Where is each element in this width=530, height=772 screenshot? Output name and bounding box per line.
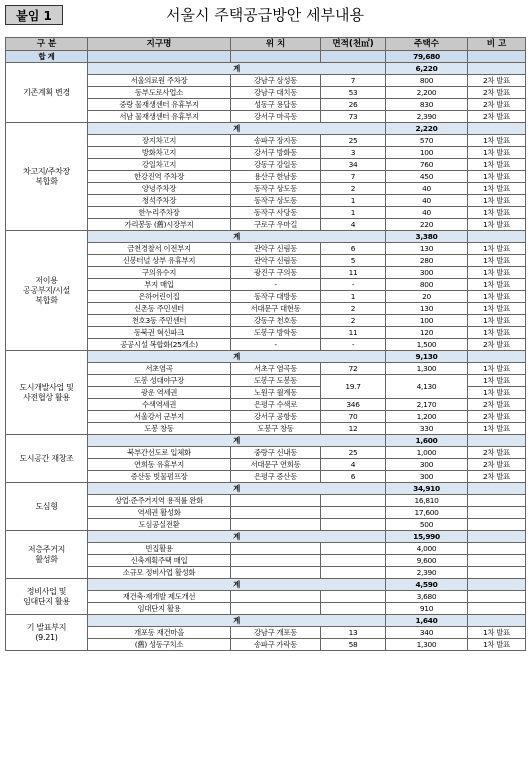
unit-count: 120 <box>386 327 468 339</box>
location: 관악구 신림동 <box>231 243 321 255</box>
subtotal-label: 계 <box>88 63 386 75</box>
area-value <box>321 543 386 555</box>
district-name: 공공시설 복합화(25개소) <box>88 339 231 351</box>
area-value <box>321 603 386 615</box>
remark: 2차 발표 <box>468 339 526 351</box>
remark <box>468 567 526 579</box>
location: 강남구 삼성동 <box>231 75 321 87</box>
area-value: 1 <box>321 207 386 219</box>
district-name: 증산동 빗물펌프장 <box>88 471 231 483</box>
remark: 2차 발표 <box>468 99 526 111</box>
area-value: 73 <box>321 111 386 123</box>
table-header-row <box>6 38 526 51</box>
remark: 1차 발표 <box>468 255 526 267</box>
location: 강동구 강일동 <box>231 159 321 171</box>
location: 강동구 천호동 <box>231 315 321 327</box>
district-name: 신촌동 주민센터 <box>88 303 231 315</box>
unit-count: 300 <box>386 471 468 483</box>
unit-count: 220 <box>386 219 468 231</box>
remark: 2차 발표 <box>468 411 526 423</box>
column-header-district: 지구명 <box>88 38 231 51</box>
group-subtotal-row <box>6 435 526 447</box>
unit-count: 130 <box>386 303 468 315</box>
remark: 1차 발표 <box>468 327 526 339</box>
area-value <box>321 519 386 531</box>
district-name: 서남 물재생센터 유휴부지 <box>88 111 231 123</box>
area-value <box>321 555 386 567</box>
district-name: 개포동 재건마을 <box>88 627 231 639</box>
group-subtotal-row <box>6 531 526 543</box>
subtotal-label: 계 <box>88 531 386 543</box>
subtotal-value: 1,600 <box>386 435 468 447</box>
category-label: 저이용 공공부지/시설 복합화 <box>6 231 88 351</box>
district-name: 한강진역 주차장 <box>88 171 231 183</box>
remark: 1차 발표 <box>468 195 526 207</box>
remark: 2차 발표 <box>468 87 526 99</box>
district-name: 소규모 정비사업 활성화 <box>88 567 231 579</box>
group-subtotal-row <box>6 351 526 363</box>
area-value: 70 <box>321 411 386 423</box>
document-title: 서울시 주택공급방안 세부내용 <box>166 6 364 24</box>
remark: 1차 발표 <box>468 279 526 291</box>
unit-count: 40 <box>386 183 468 195</box>
area-value: 3 <box>321 147 386 159</box>
remark: 2차 발표 <box>468 447 526 459</box>
location: 동작구 사당동 <box>231 207 321 219</box>
group-subtotal-row <box>6 63 526 75</box>
district-name: 도봉 성대야구장 <box>88 375 231 387</box>
remark: 1차 발표 <box>468 171 526 183</box>
location: 강남구 개포동 <box>231 627 321 639</box>
column-header-category: 구 분 <box>6 38 88 51</box>
subtotal-label: 계 <box>88 435 386 447</box>
location: 노원구 월계동 <box>231 387 321 399</box>
group-subtotal-row <box>6 483 526 495</box>
subtotal-value: 6,220 <box>386 63 468 75</box>
unit-count: 20 <box>386 291 468 303</box>
location: 서초구 염곡동 <box>231 363 321 375</box>
remark: 1차 발표 <box>468 183 526 195</box>
district-name: 신봉터널 상부 유휴부지 <box>88 255 231 267</box>
location <box>231 555 321 567</box>
area-value: 11 <box>321 267 386 279</box>
location: 서대문구 연희동 <box>231 459 321 471</box>
district-name: 도심공실전환 <box>88 519 231 531</box>
remark: 2차 발표 <box>468 459 526 471</box>
remark: 1차 발표 <box>468 219 526 231</box>
area-value: 12 <box>321 423 386 435</box>
district-name: 은하어린이집 <box>88 291 231 303</box>
area-value: 2 <box>321 315 386 327</box>
category-label: 저층주거지 활성화 <box>6 531 88 579</box>
area-value: 6 <box>321 471 386 483</box>
district-name: 신축계획주택 매입 <box>88 555 231 567</box>
unit-count: 330 <box>386 423 468 435</box>
unit-count: 1,200 <box>386 411 468 423</box>
district-name: 동부도로사업소 <box>88 87 231 99</box>
remark: 2차 발표 <box>468 471 526 483</box>
area-value: 19.7 <box>321 375 386 399</box>
unit-count: 100 <box>386 315 468 327</box>
location: 동작구 상도동 <box>231 183 321 195</box>
subtotal-value: 2,220 <box>386 123 468 135</box>
location: 송파구 가락동 <box>231 639 321 651</box>
remark: 1차 발표 <box>468 267 526 279</box>
unit-count: 910 <box>386 603 468 615</box>
location: 서대문구 대현동 <box>231 303 321 315</box>
area-value: 4 <box>321 459 386 471</box>
area-value: 2 <box>321 303 386 315</box>
district-name: 임대단지 활용 <box>88 603 231 615</box>
subtotal-label: 계 <box>88 231 386 243</box>
unit-count: 17,600 <box>386 507 468 519</box>
remark <box>468 603 526 615</box>
unit-count: 450 <box>386 171 468 183</box>
group-subtotal-row <box>6 579 526 591</box>
district-name: 부지 매입 <box>88 279 231 291</box>
location: 성동구 용답동 <box>231 99 321 111</box>
district-name: 청석주차장 <box>88 195 231 207</box>
area-value: 58 <box>321 639 386 651</box>
unit-count: 830 <box>386 99 468 111</box>
district-name: 금천경찰서 이전부지 <box>88 243 231 255</box>
location: 동작구 상도동 <box>231 195 321 207</box>
location: 용산구 한남동 <box>231 171 321 183</box>
area-value: 2 <box>321 183 386 195</box>
remark <box>468 543 526 555</box>
unit-count: 340 <box>386 627 468 639</box>
category-label: 정비사업 및 임대단지 활용 <box>6 579 88 615</box>
district-name: (舊) 성동구치소 <box>88 639 231 651</box>
location: 강서구 마곡동 <box>231 111 321 123</box>
subtotal-value: 4,590 <box>386 579 468 591</box>
location: 도봉구 도봉동 <box>231 375 321 387</box>
group-subtotal-row <box>6 615 526 627</box>
district-name: 한누리주차장 <box>88 207 231 219</box>
remark: 1차 발표 <box>468 135 526 147</box>
location <box>231 567 321 579</box>
area-value: 34 <box>321 159 386 171</box>
remark <box>468 519 526 531</box>
remark: 1차 발표 <box>468 387 526 399</box>
location: 강서구 방화동 <box>231 147 321 159</box>
location: 동작구 대방동 <box>231 291 321 303</box>
district-name: 가리봉동 (舊)시장부지 <box>88 219 231 231</box>
location: 도봉구 방학동 <box>231 327 321 339</box>
unit-count: 800 <box>386 75 468 87</box>
grand-total-label: 합 계 <box>6 51 88 63</box>
district-name: 재건축·재개발 제도개선 <box>88 591 231 603</box>
remark: 1차 발표 <box>468 639 526 651</box>
subtotal-label: 계 <box>88 351 386 363</box>
district-name: 구의유수지 <box>88 267 231 279</box>
subtotal-label: 계 <box>88 579 386 591</box>
unit-count: 16,810 <box>386 495 468 507</box>
unit-count: 500 <box>386 519 468 531</box>
district-name: 서초염곡 <box>88 363 231 375</box>
remark: 1차 발표 <box>468 159 526 171</box>
district-name: 빈집활용 <box>88 543 231 555</box>
grand-total-row <box>6 51 526 63</box>
district-name: 수색역세권 <box>88 399 231 411</box>
subtotal-label: 계 <box>88 483 386 495</box>
unit-count: 130 <box>386 243 468 255</box>
district-name: 방화차고지 <box>88 147 231 159</box>
district-name: 천호3동 주민센터 <box>88 315 231 327</box>
document-header <box>0 0 530 28</box>
unit-count: 1,500 <box>386 339 468 351</box>
district-name: 상업·준주거지역 용적률 완화 <box>88 495 231 507</box>
category-label: 기존계획 변경 <box>6 63 88 123</box>
group-subtotal-row <box>6 123 526 135</box>
area-value: - <box>321 279 386 291</box>
area-value: 7 <box>321 171 386 183</box>
remark: 1차 발표 <box>468 291 526 303</box>
area-value: 25 <box>321 447 386 459</box>
unit-count: 4,000 <box>386 543 468 555</box>
unit-count: 280 <box>386 255 468 267</box>
column-header-area: 면적(천㎡) <box>321 38 386 51</box>
unit-count: 1,300 <box>386 639 468 651</box>
category-label: 차고지/주차장 복합화 <box>6 123 88 231</box>
category-label: 기 발표부지 (9.21) <box>6 615 88 651</box>
area-value: 6 <box>321 243 386 255</box>
unit-count: 2,390 <box>386 111 468 123</box>
attachment-badge: 붙임 1 <box>5 5 63 25</box>
subtotal-value: 3,380 <box>386 231 468 243</box>
housing-supply-table <box>5 37 526 651</box>
location: 광진구 구의동 <box>231 267 321 279</box>
remark: 1차 발표 <box>468 303 526 315</box>
district-name: 중랑 물재생센터 유휴부지 <box>88 99 231 111</box>
category-label: 도시개발사업 및 사전협상 활용 <box>6 351 88 435</box>
district-name: 역세권 활성화 <box>88 507 231 519</box>
area-value: 25 <box>321 135 386 147</box>
unit-count: 100 <box>386 147 468 159</box>
remark: 2차 발표 <box>468 399 526 411</box>
unit-count: 2,170 <box>386 399 468 411</box>
district-name: 서울강서 군부지 <box>88 411 231 423</box>
table-body <box>6 51 526 651</box>
location <box>231 507 321 519</box>
location: - <box>231 339 321 351</box>
unit-count: 3,680 <box>386 591 468 603</box>
unit-count: 300 <box>386 459 468 471</box>
remark <box>468 507 526 519</box>
district-name: 강일차고지 <box>88 159 231 171</box>
remark: 1차 발표 <box>468 207 526 219</box>
area-value <box>321 507 386 519</box>
location: 강서구 공항동 <box>231 411 321 423</box>
district-name: 서울의료원 주차장 <box>88 75 231 87</box>
location: 관악구 신림동 <box>231 255 321 267</box>
district-name: 장지차고지 <box>88 135 231 147</box>
area-value: 72 <box>321 363 386 375</box>
unit-count: 2,200 <box>386 87 468 99</box>
area-value: 5 <box>321 255 386 267</box>
location <box>231 603 321 615</box>
area-value: 1 <box>321 195 386 207</box>
location: 송파구 장지동 <box>231 135 321 147</box>
area-value: 13 <box>321 627 386 639</box>
district-name: 북부간선도로 입체화 <box>88 447 231 459</box>
area-value <box>321 495 386 507</box>
district-name: 연희동 유휴부지 <box>88 459 231 471</box>
area-value: 4 <box>321 219 386 231</box>
unit-count: 9,600 <box>386 555 468 567</box>
location: 은평구 수색로 <box>231 399 321 411</box>
unit-count: 800 <box>386 279 468 291</box>
area-value <box>321 591 386 603</box>
unit-count: 1,300 <box>386 363 468 375</box>
location <box>231 519 321 531</box>
category-label: 도심형 <box>6 483 88 531</box>
area-value: 11 <box>321 327 386 339</box>
group-subtotal-row <box>6 231 526 243</box>
subtotal-value: 9,130 <box>386 351 468 363</box>
column-header-remarks: 비 고 <box>468 38 526 51</box>
location <box>231 495 321 507</box>
column-header-location: 위 치 <box>231 38 321 51</box>
subtotal-value: 34,910 <box>386 483 468 495</box>
remark <box>468 591 526 603</box>
grand-total-value: 79,680 <box>386 51 468 63</box>
district-name: 동북권 혁신파크 <box>88 327 231 339</box>
district-name: 양녕주차장 <box>88 183 231 195</box>
remark <box>468 555 526 567</box>
column-header-units: 주택수 <box>386 38 468 51</box>
location: 중랑구 신내동 <box>231 447 321 459</box>
area-value: 7 <box>321 75 386 87</box>
area-value: - <box>321 339 386 351</box>
location <box>231 591 321 603</box>
remark: 1차 발표 <box>468 375 526 387</box>
category-label: 도시공간 재창조 <box>6 435 88 483</box>
district-name: 도봉 창동 <box>88 423 231 435</box>
remark: 2차 발표 <box>468 111 526 123</box>
unit-count: 570 <box>386 135 468 147</box>
remark: 2차 발표 <box>468 75 526 87</box>
unit-count: 2,390 <box>386 567 468 579</box>
remark: 1차 발표 <box>468 423 526 435</box>
unit-count: 300 <box>386 267 468 279</box>
subtotal-label: 계 <box>88 123 386 135</box>
remark: 1차 발표 <box>468 363 526 375</box>
remark: 1차 발표 <box>468 243 526 255</box>
area-value: 53 <box>321 87 386 99</box>
remark: 1차 발표 <box>468 315 526 327</box>
area-value: 26 <box>321 99 386 111</box>
area-value: 346 <box>321 399 386 411</box>
area-value <box>321 567 386 579</box>
location <box>231 543 321 555</box>
location: 도봉구 창동 <box>231 423 321 435</box>
subtotal-label: 계 <box>88 615 386 627</box>
location: - <box>231 279 321 291</box>
unit-count: 760 <box>386 159 468 171</box>
unit-count: 40 <box>386 207 468 219</box>
subtotal-value: 1,640 <box>386 615 468 627</box>
location: 은평구 증산동 <box>231 471 321 483</box>
subtotal-value: 15,990 <box>386 531 468 543</box>
unit-count: 1,000 <box>386 447 468 459</box>
district-name: 광운 역세권 <box>88 387 231 399</box>
unit-count: 4,130 <box>386 375 468 399</box>
remark: 1차 발표 <box>468 627 526 639</box>
unit-count: 40 <box>386 195 468 207</box>
area-value: 1 <box>321 291 386 303</box>
remark <box>468 495 526 507</box>
location: 강남구 대치동 <box>231 87 321 99</box>
location: 구로구 우마길 <box>231 219 321 231</box>
remark: 1차 발표 <box>468 147 526 159</box>
